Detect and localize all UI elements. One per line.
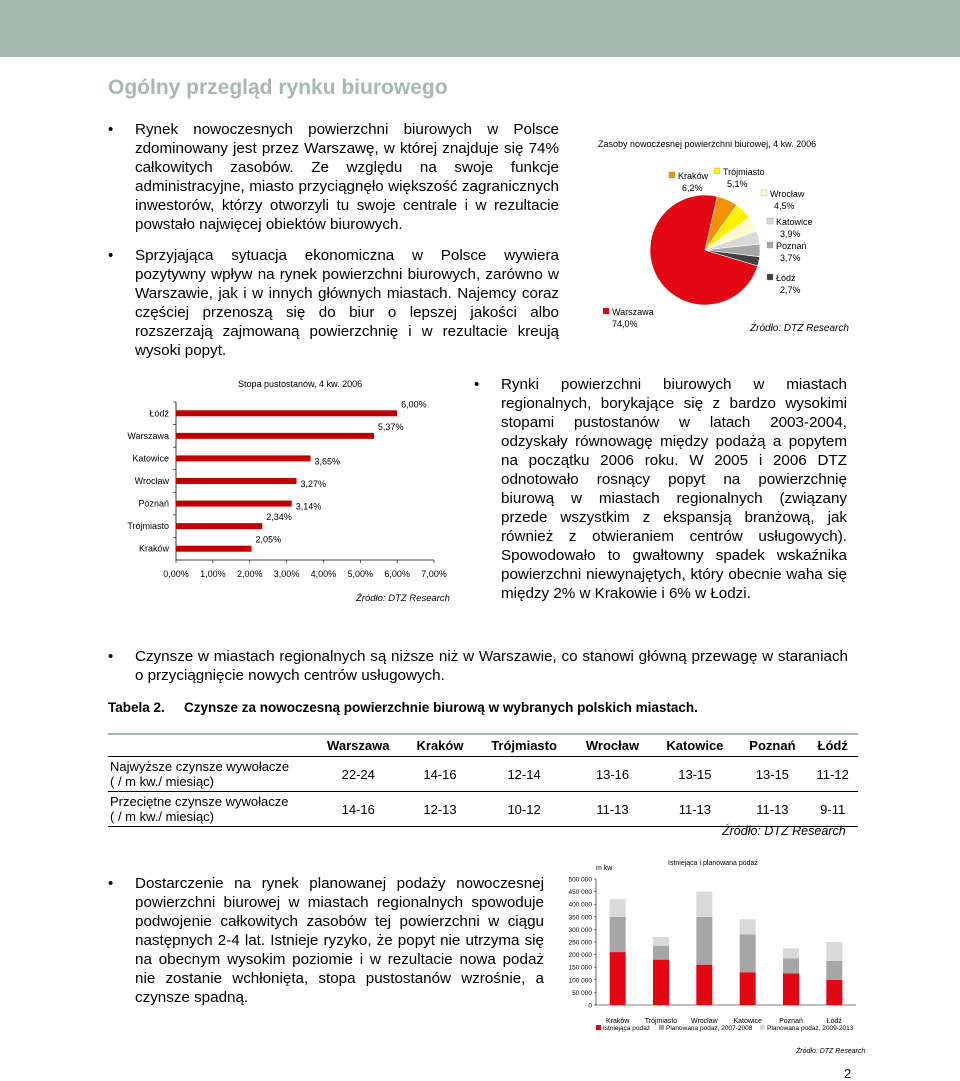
stack-legend-swatch: [596, 1025, 601, 1030]
stack-bar-segment: [740, 919, 756, 934]
hbar-category-label: Wrocław: [134, 476, 169, 486]
hbar-title: Stopa pustostanów, 4 kw. 2006: [238, 379, 363, 389]
table-header-row: [108, 734, 858, 757]
stack-category-label: Trójmiasto: [644, 1018, 678, 1025]
bullet-icon: •: [108, 875, 114, 892]
hbar-xtick-label: 7,00%: [421, 569, 447, 579]
hbar-xtick-label: 1,00%: [200, 569, 226, 579]
table-cell: 12-13: [423, 801, 457, 817]
stack-bar-segment: [826, 942, 842, 961]
column-header: Katowice: [666, 738, 724, 753]
hbar-category-label: Łódź: [149, 408, 169, 419]
stack-ytick-label: 450 000: [568, 889, 592, 897]
paragraph-2: • Sprzyjająca sytuacja ekonomiczna w Polsce wywiera pozytywny wpływ na rynek powierzchni biurowych, zarówno w Warszawie, jak i w innych głównych miastach. Najemcy coraz częściej przenoszą się do biur o lepszej jakości albo rozszerzają zajmowaną powierzchnię i w rezultacie kreują wysoki popyt.: [108, 247, 559, 359]
stack-bar-segment: [826, 980, 842, 1005]
pie-slice-label: 5,1%: [727, 179, 748, 189]
hbar-xtick-label: 5,00%: [347, 569, 374, 579]
stack-bar-segment: [696, 917, 712, 965]
column-header: Trójmiasto: [491, 738, 557, 753]
row-label: Najwyższe czynsze wywołacze ( / m kw./ miesiąc): [110, 759, 290, 789]
stack-bar-segment: [610, 917, 626, 952]
hbar-bar: [176, 523, 262, 529]
stack-legend-label: Istniejąca podaż: [603, 1025, 650, 1032]
stack-legend-label: Planowana podaż, 2007-2008: [666, 1025, 753, 1032]
stack-bar-segment: [740, 934, 756, 972]
hbar-bar: [176, 478, 297, 484]
table-cell: 14-16: [423, 766, 457, 782]
paragraph-5: • Dostarczenie na rynek planowanej podaży nowoczesnej powierzchni biurowej w miastach regionalnych spowoduje podwojenie całkowitych zasobów tej powierzchni w ciągu następnych 2-4 lat. Istnieje ryzyko, że popyt nie utrzyma się na obecnym wysokim poziomie i w rezultacie nowa podaż nie zostanie wchłonięta, stopa pustostanów wzrośnie, a czynsze spadną.: [108, 875, 544, 1006]
hbar-xtick-label: 3,00%: [273, 569, 300, 579]
stack-ytick-label: 100 000: [568, 977, 592, 985]
column-header: Kraków: [416, 738, 464, 753]
top-banner: [0, 0, 960, 57]
table-row: [108, 757, 858, 792]
hbar-data-label: 5,37%: [377, 421, 404, 432]
hbar-bar: [176, 501, 292, 507]
paragraph-3: • Rynki powierzchni biurowych w miastach regionalnych, borykające się z bardzo wysokimi stopami pustostanów w latach 2003-2004, odzyskały równowagę między podażą a popytem na początku 2006 roku. W 2005 i 2006 DTZ odnotowało rosnący popyt na powierzchnię biurową w miastach regionalnych (związany przede wszystkim z ekspansją branżową, jak również z otwieraniem centrów usługowych). Spowodowało to gwałtowny spadek wskaźnika powierzchni niewynajętych, który obecnie waha się między 2% w Krakowie i 6% w Łodzi.: [474, 376, 847, 602]
legend-swatch: [767, 218, 773, 224]
stack-ytick-label: 300 000: [568, 926, 592, 934]
hbar-data-label: 3,27%: [300, 479, 327, 489]
legend-swatch: [767, 242, 773, 248]
stack-legend-swatch: [760, 1025, 765, 1030]
legend-swatch: [767, 274, 773, 280]
table-cell: 14-16: [341, 801, 375, 817]
vacancy-bar-chart: [108, 372, 468, 607]
stack-bar-segment: [696, 892, 712, 917]
stack-bar-segment: [653, 946, 669, 960]
stack-bar-segment: [653, 937, 669, 946]
legend-swatch: [761, 190, 767, 196]
column-header: Poznań: [749, 738, 796, 753]
table-cell: 9-11: [820, 801, 846, 817]
paragraph-1: • Rynek nowoczesnych powierzchni biurowych w Polsce zdominowany jest przez Warszawę, w której znajduje się 74% całkowitych zasobów. Ze względu na swoje funkcje administracyjne, miasto przyciągnęło większość zagranicznych inwestorów, którzy otworzyli tu swoje centrale i w rezultacie powstało najwięcej obiektów biurowych.: [108, 121, 559, 233]
table-cell: 11-12: [816, 766, 849, 782]
table-cell: 11-13: [678, 801, 712, 817]
table-cell: 11-13: [756, 801, 789, 817]
table-cell: 11-13: [596, 801, 629, 817]
pie-slice-name: Wrocław: [770, 189, 805, 199]
hbar-category-label: Poznań: [138, 498, 169, 509]
pie-slice-name: Kraków: [678, 171, 709, 181]
stack-ytick-label: 250 000: [568, 939, 592, 947]
supply-stacked-chart: [560, 852, 870, 1060]
column-header: Łódź: [817, 738, 848, 753]
stack-category-label: Łódź: [826, 1018, 842, 1025]
stack-ytick-label: 200 000: [568, 952, 592, 960]
table-cell: 13-16: [595, 766, 630, 782]
stack-ytick-label: 400 000: [568, 901, 592, 909]
pie-slice-label: 3,9%: [780, 229, 801, 239]
table-cell: 13-15: [678, 766, 712, 782]
table-cell: 13-15: [755, 766, 790, 782]
pie-slice-label: 6,2%: [682, 183, 703, 193]
stack-ytick-label: 500 000: [568, 876, 592, 884]
bullet-icon: •: [108, 121, 114, 138]
hbar-xtick-label: 2,00%: [236, 569, 263, 579]
pie-title: Zasoby nowoczesnej powierzchni biurowej, 4 kw. 2006: [598, 139, 817, 149]
hbar-category-label: Warszawa: [127, 430, 169, 441]
hbar-data-label: 6,00%: [401, 399, 427, 410]
stack-title: Istniejąca i planowana podaż: [668, 860, 758, 867]
pie-slice-name: Warszawa: [612, 307, 654, 317]
hbar-bar: [176, 546, 252, 552]
table-corner: [108, 734, 312, 757]
bullet-icon: •: [474, 376, 480, 393]
hbar-data-label: 3,14%: [295, 501, 322, 512]
pie-slice-label: 2,7%: [780, 285, 801, 295]
pie-slice-label: 4,5%: [774, 201, 795, 211]
hbar-xtick-label: 0,00%: [163, 569, 189, 579]
stack-bar-segment: [696, 965, 712, 1005]
stack-ytick-label: 350 000: [568, 914, 592, 922]
table-row: [108, 792, 858, 827]
stack-ytick-label: 50 000: [572, 989, 592, 997]
stack-bar-segment: [653, 960, 669, 1005]
hbar-category-label: Trójmiasto: [127, 521, 169, 532]
stack-bar-segment: [783, 974, 799, 1006]
stack-bar-segment: [610, 952, 626, 1005]
pie-slice-name: Katowice: [776, 217, 813, 227]
hbar-source: Źródło: DTZ Research: [356, 593, 450, 604]
hbar-category-label: Katowice: [132, 453, 169, 464]
bullet-icon: •: [108, 648, 114, 665]
pie-slice-name: Trójmiasto: [723, 167, 765, 177]
legend-swatch: [603, 308, 609, 314]
hbar-category-label: Kraków: [138, 543, 169, 554]
stack-bar-segment: [826, 961, 842, 980]
hbar-data-label: 3,65%: [314, 456, 341, 467]
rents-table: [108, 733, 858, 827]
table-cell: 10-12: [507, 801, 541, 817]
stack-category-label: Katowice: [733, 1018, 762, 1025]
hbar-xtick-label: 6,00%: [384, 569, 410, 579]
hbar-bar: [176, 455, 311, 461]
stack-category-label: Kraków: [605, 1018, 630, 1025]
stack-source: Źródło: DTZ Research: [796, 1048, 866, 1055]
stack-ytick-label: 0: [588, 1002, 592, 1010]
column-header: Warszawa: [327, 738, 390, 753]
stack-legend-swatch: [659, 1025, 664, 1030]
pie-source: Źródło: DTZ Research: [750, 323, 849, 334]
stack-ylabel: m kw.: [596, 865, 614, 872]
pie-slice-label: 74,0%: [612, 319, 638, 329]
stack-bar-segment: [783, 958, 799, 973]
legend-swatch: [669, 172, 675, 178]
stack-legend-label: Planowana podaż, 2009-2013: [767, 1025, 854, 1032]
stack-bar-segment: [783, 948, 799, 958]
table-caption: Tabela 2. Czynsze za nowoczesną powierzchnie biurową w wybranych polskich miastach.: [108, 700, 698, 715]
table-cell: 12-14: [507, 766, 541, 782]
page-number: 2: [844, 1066, 852, 1081]
pie-chart: [590, 135, 870, 350]
hbar-data-label: 2,05%: [255, 534, 282, 545]
hbar-bar: [176, 410, 397, 416]
hbar-xtick-label: 4,00%: [310, 569, 337, 579]
pie-slice-label: 3,7%: [780, 253, 801, 263]
legend-swatch: [714, 168, 720, 174]
stack-category-label: Poznań: [779, 1018, 803, 1025]
column-header: Wrocław: [585, 738, 640, 753]
stack-bar-segment: [610, 899, 626, 917]
page-heading: Ogólny przegląd rynku biurowego: [108, 76, 448, 99]
hbar-data-label: 2,34%: [266, 512, 292, 523]
row-label: Przeciętne czynsze wywołacze ( / m kw./ miesiąc): [110, 794, 289, 824]
hbar-bar: [176, 433, 374, 439]
pie-slice-name: Łódź: [776, 273, 796, 283]
pie-slice-name: Poznań: [776, 241, 807, 251]
table-source: Źródło: DTZ Research: [722, 824, 846, 838]
bullet-icon: •: [108, 247, 114, 264]
table-cell: 22-24: [341, 766, 375, 782]
stack-category-label: Wrocław: [690, 1018, 718, 1025]
paragraph-4: • Czynsze w miastach regionalnych są niższe niż w Warszawie, co stanowi główną przewagę w staraniach o przyciągnięcie nowych centrów usługowych.: [108, 648, 848, 684]
stack-ytick-label: 150 000: [568, 964, 592, 972]
stack-bar-segment: [740, 972, 756, 1005]
